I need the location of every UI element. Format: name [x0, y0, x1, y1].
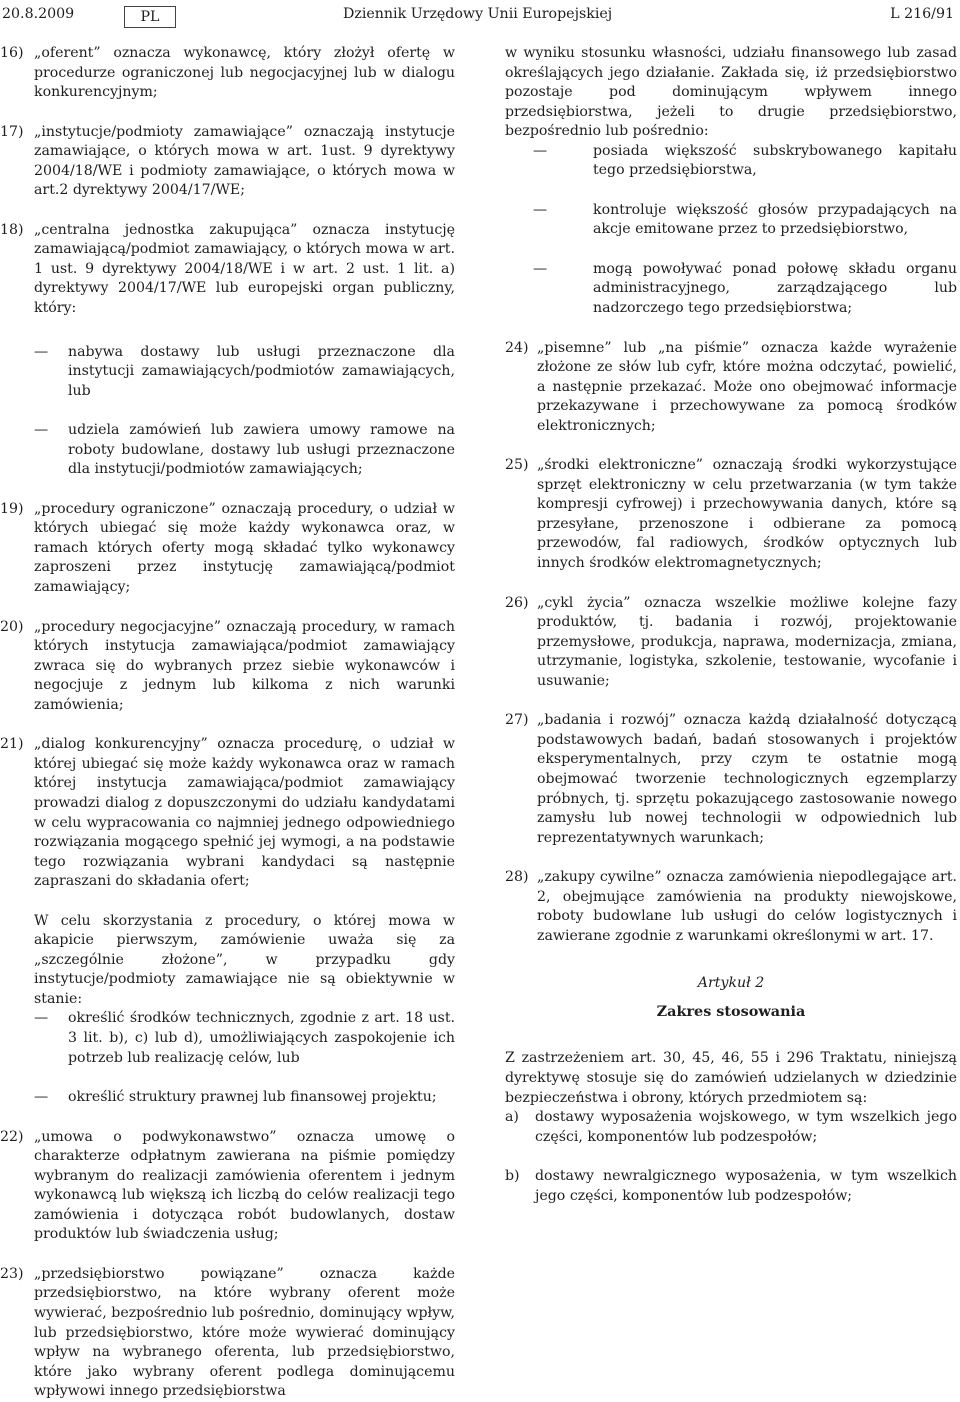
definition-23-continuation: w wyniku stosunku własności, udziału finansowego lub zasad określających jego działanie. Zakłada się, iż przedsiębiorstwo pozostaje pod dominującym wpływem innego przedsiębiorstwa, jeżeli to drugie przedsiębiorstwo, bezpośrednio lub pośrednio:: [505, 45, 957, 140]
journal-title: Dziennik Urzędowy Unii Europejskiej: [343, 6, 613, 22]
article-heading: [505, 974, 957, 1021]
article-intro: Z zastrzeżeniem art. 30, 45, 46, 55 i 296 Traktatu, niniejszą dyrektywę stosuje się do zamówień udzielanych w dziedzinie bezpieczeństwa i obrony, których przedmiotem są:: [505, 1050, 957, 1106]
definition-28: [505, 868, 957, 946]
item-number: 22): [0, 1128, 24, 1145]
dash-bullet: —: [533, 201, 548, 218]
dash-bullet: —: [34, 343, 49, 360]
item-text: „oferent” oznacza wykonawcę, który złożył ofertę w procedurze ograniczonej lub negocjacyjnej lub w dialogu konkurencyjnym;: [34, 45, 455, 101]
item-number: 23): [0, 1265, 24, 1282]
item-number: 16): [0, 45, 24, 61]
item-text: „zakupy cywilne” oznacza zamówienia niepodlegające art. 2, obejmujące zamówienia na produkty niewojskowe, roboty budowlane lub usługi do celów logistycznych i zawierane zgodnie z warunkami określonymi w art. 17.: [537, 869, 957, 944]
item-text: „cykl życia” oznacza wszelkie możliwe kolejne fazy produktów, tj. badania i rozwój, projektowanie przemysłowe, produkcja, naprawa, modernizacja, zmiana, utrzymanie, logistyka, szkolenie, testowanie, wycofanie i usuwanie;: [537, 594, 957, 689]
article-title: Zakres stosowania: [656, 1002, 806, 1020]
item-text: „instytucje/podmioty zamawiające” oznaczają instytucje zamawiające, o których mowa w art. 1ust. 9 dyrektywy 2004/18/WE i podmioty zamawiające, o których mowa w art.2 dyrektywy 2004/17/WE;: [34, 123, 455, 199]
scope-item-a: [505, 1108, 957, 1147]
dash-text: określić środków technicznych, zgodnie z art. 18 ust. 3 lit. b), c) lub d), umożliwiających zaspokojenie ich potrzeb lub realizację celów, lub: [68, 1010, 455, 1066]
dash-text: nabywa dostawy lub usługi przeznaczone dla instytucji zamawiających/podmiotów zamawiających, lub: [68, 343, 455, 399]
item-number: 26): [505, 594, 529, 611]
item-text: dostawy wyposażenia wojskowego, w tym wszelkich jego części, komponentów lub podzespołów;: [535, 1109, 957, 1145]
language-badge: PL: [124, 6, 176, 28]
definition-18-dash-list: [0, 343, 455, 480]
item-text: „procedury negocjacyjne” oznaczają procedury, w ramach których instytucja zamawiająca/podmiot zamawiający zwraca się do wybranych przez siebie wykonawców i negocjuje z jednym lub kilkoma z nich warunki zamówienia;: [34, 618, 455, 713]
right-column: [505, 44, 957, 1206]
dash-text: posiada większość subskrybowanego kapitału tego przedsiębiorstwa,: [593, 142, 957, 179]
item-text: „procedury ograniczone” oznaczają procedury, o udział w których ubiegać się może każdy wykonawca oraz, w ramach których oferty mogą składać tylko wykonawcy zaproszeni przez instytucję zamawiającą/podmiot zamawiający;: [34, 500, 455, 596]
subparagraph: W celu skorzystania z procedury, o której mowa w akapicie pierwszym, zamówienie uważa się za „szczególnie złożone”, w przypadku gdy instytucje/podmioty zamawiające nie są obiektywnie w stanie:: [34, 912, 455, 1007]
definition-21-continuation: [0, 912, 455, 1108]
item-text: „centralna jednostka zakupująca” oznacza instytucję zamawiającą/podmiot zamawiający, o których mowa w art. 1 ust. 9 dyrektywy 2004/18/WE i w art. 2 ust. 1 lit. a) dyrektywy 2004/17/WE lub europejski organ publiczny, który:: [34, 221, 455, 317]
item-number: 20): [0, 618, 24, 635]
item-label: a): [505, 1109, 519, 1126]
definition-21: [0, 735, 455, 891]
dash-bullet: —: [34, 422, 49, 439]
item-text: „umowa o podwykonawstwo” oznacza umowę o charakterze odpłatnym zawierana na piśmie pomiędzy wybranym do realizacji zamówienia oferentem i jednym wykonawcą lub większą ich liczbą do celów realizacji tego zamówienia i dotycząca robót budowlanych, dostaw produktów lub świadczenia usług;: [34, 1128, 455, 1243]
item-number: 17): [0, 123, 24, 140]
dash-item: [32, 1009, 455, 1068]
dash-bullet: —: [533, 142, 548, 159]
page-reference: L 216/91: [890, 6, 954, 22]
dash-item: [32, 1088, 455, 1108]
item-text: „przedsiębiorstwo powiązane” oznacza każde przedsiębiorstwo, na które wybrany oferent może wywierać, bezpośrednio lub pośrednio, dominujący wpływ, lub przedsiębiorstwo, które może wywierać dominujący wpływ na wybranego oferenta, lub przedsiębiorstwo, które jako wybrany oferent podlega dominującemu wpływowi innego przedsiębiorstwa: [34, 1265, 455, 1400]
scope-item-b: [505, 1167, 957, 1206]
item-text: „badania i rozwój” oznacza każdą działalność dotyczącą podstawowych badań, badań stosowanych i projektów eksperymentalnych, przy czym te ostatnie mogą obejmować tworzenie technologicznych egzemplarzy próbnych, tj. sprzętu pokazującego zastosowanie nowego zamysłu lub nowej technologii w odpowiednich lub reprezentatywnych warunkach;: [537, 712, 957, 846]
item-number: 27): [505, 712, 529, 729]
definition-19: [0, 500, 455, 598]
item-text: „pisemne” lub „na piśmie” oznacza każde wyrażenie złożone ze słów lub cyfr, które można odczytać, powielić, a następnie przekazać. Może ono obejmować informacje przekazywane i przechowywane za pomocą środków elektronicznych;: [537, 339, 957, 434]
dash-text: określić struktury prawnej lub finansowej projektu;: [68, 1089, 437, 1106]
dash-bullet: —: [533, 260, 548, 277]
dash-item: [32, 421, 455, 480]
dash-text: mogą powoływać ponad połowę składu organu administracyjnego, zarządzającego lub nadzorczego tego przedsiębiorstwa;: [593, 260, 957, 317]
dash-item: [505, 260, 957, 319]
item-label: b): [505, 1168, 520, 1185]
dash-item: [505, 201, 957, 240]
dash-item: [32, 343, 455, 402]
item-text: „środki elektroniczne” oznaczają środki wykorzystujące sprzęt elektroniczny w celu przetwarzania (w tym także kompresji cyfrowej) i przechowywania danych, które są przesyłane, przenoszone i odbierane za pomocą przewodów, fal radiowych, środków optycznych lub innych środków elektromagnetycznych;: [537, 457, 957, 572]
definition-18: [0, 221, 455, 319]
definition-22: [0, 1128, 455, 1245]
definition-27: [505, 711, 957, 848]
item-number: 24): [505, 339, 529, 356]
definition-17: [0, 123, 455, 201]
article-number: Artykuł 2: [697, 975, 765, 992]
definition-23: [0, 1265, 455, 1402]
page-header: [0, 6, 960, 30]
publication-date: 20.8.2009: [2, 6, 75, 22]
definition-23-dash-list: [505, 142, 957, 319]
definition-24: [505, 339, 957, 437]
item-number: 18): [0, 221, 24, 238]
dash-bullet: —: [34, 1010, 49, 1027]
definition-16: [0, 44, 455, 103]
dash-item: [505, 142, 957, 181]
dash-bullet: —: [34, 1089, 49, 1106]
item-text: dostawy newralgicznego wyposażenia, w tym wszelkich jego części, komponentów lub podzespołów;: [535, 1168, 957, 1204]
dash-text: kontroluje większość głosów przypadających na akcje emitowane przez to przedsiębiorstwo,: [593, 201, 957, 238]
item-number: 25): [505, 457, 529, 474]
dash-text: udziela zamówień lub zawiera umowy ramowe na roboty budowlane, dostawy lub usługi przeznaczone dla instytucji/podmiotów zamawiających;: [68, 422, 455, 478]
left-column: [0, 44, 455, 1402]
item-text: „dialog konkurencyjny” oznacza procedurę, o udział w której ubiegać się może każdy wykonawca oraz w ramach której instytucja zamawiająca/podmiot zamawiający prowadzi dialog z dopuszczonymi do udziału kandydatami w celu wypracowania co najmniej jednego odpowiedniego rozwiązania mogącego spełnić jej wymogi, a na podstawie tego rozwiązania wybrani kandydaci są następnie zapraszani do składania ofert;: [34, 736, 455, 890]
item-number: 28): [505, 869, 529, 886]
item-number: 21): [0, 736, 24, 753]
definition-26: [505, 594, 957, 692]
item-number: 19): [0, 500, 24, 517]
definition-25: [505, 456, 957, 573]
definition-20: [0, 618, 455, 716]
